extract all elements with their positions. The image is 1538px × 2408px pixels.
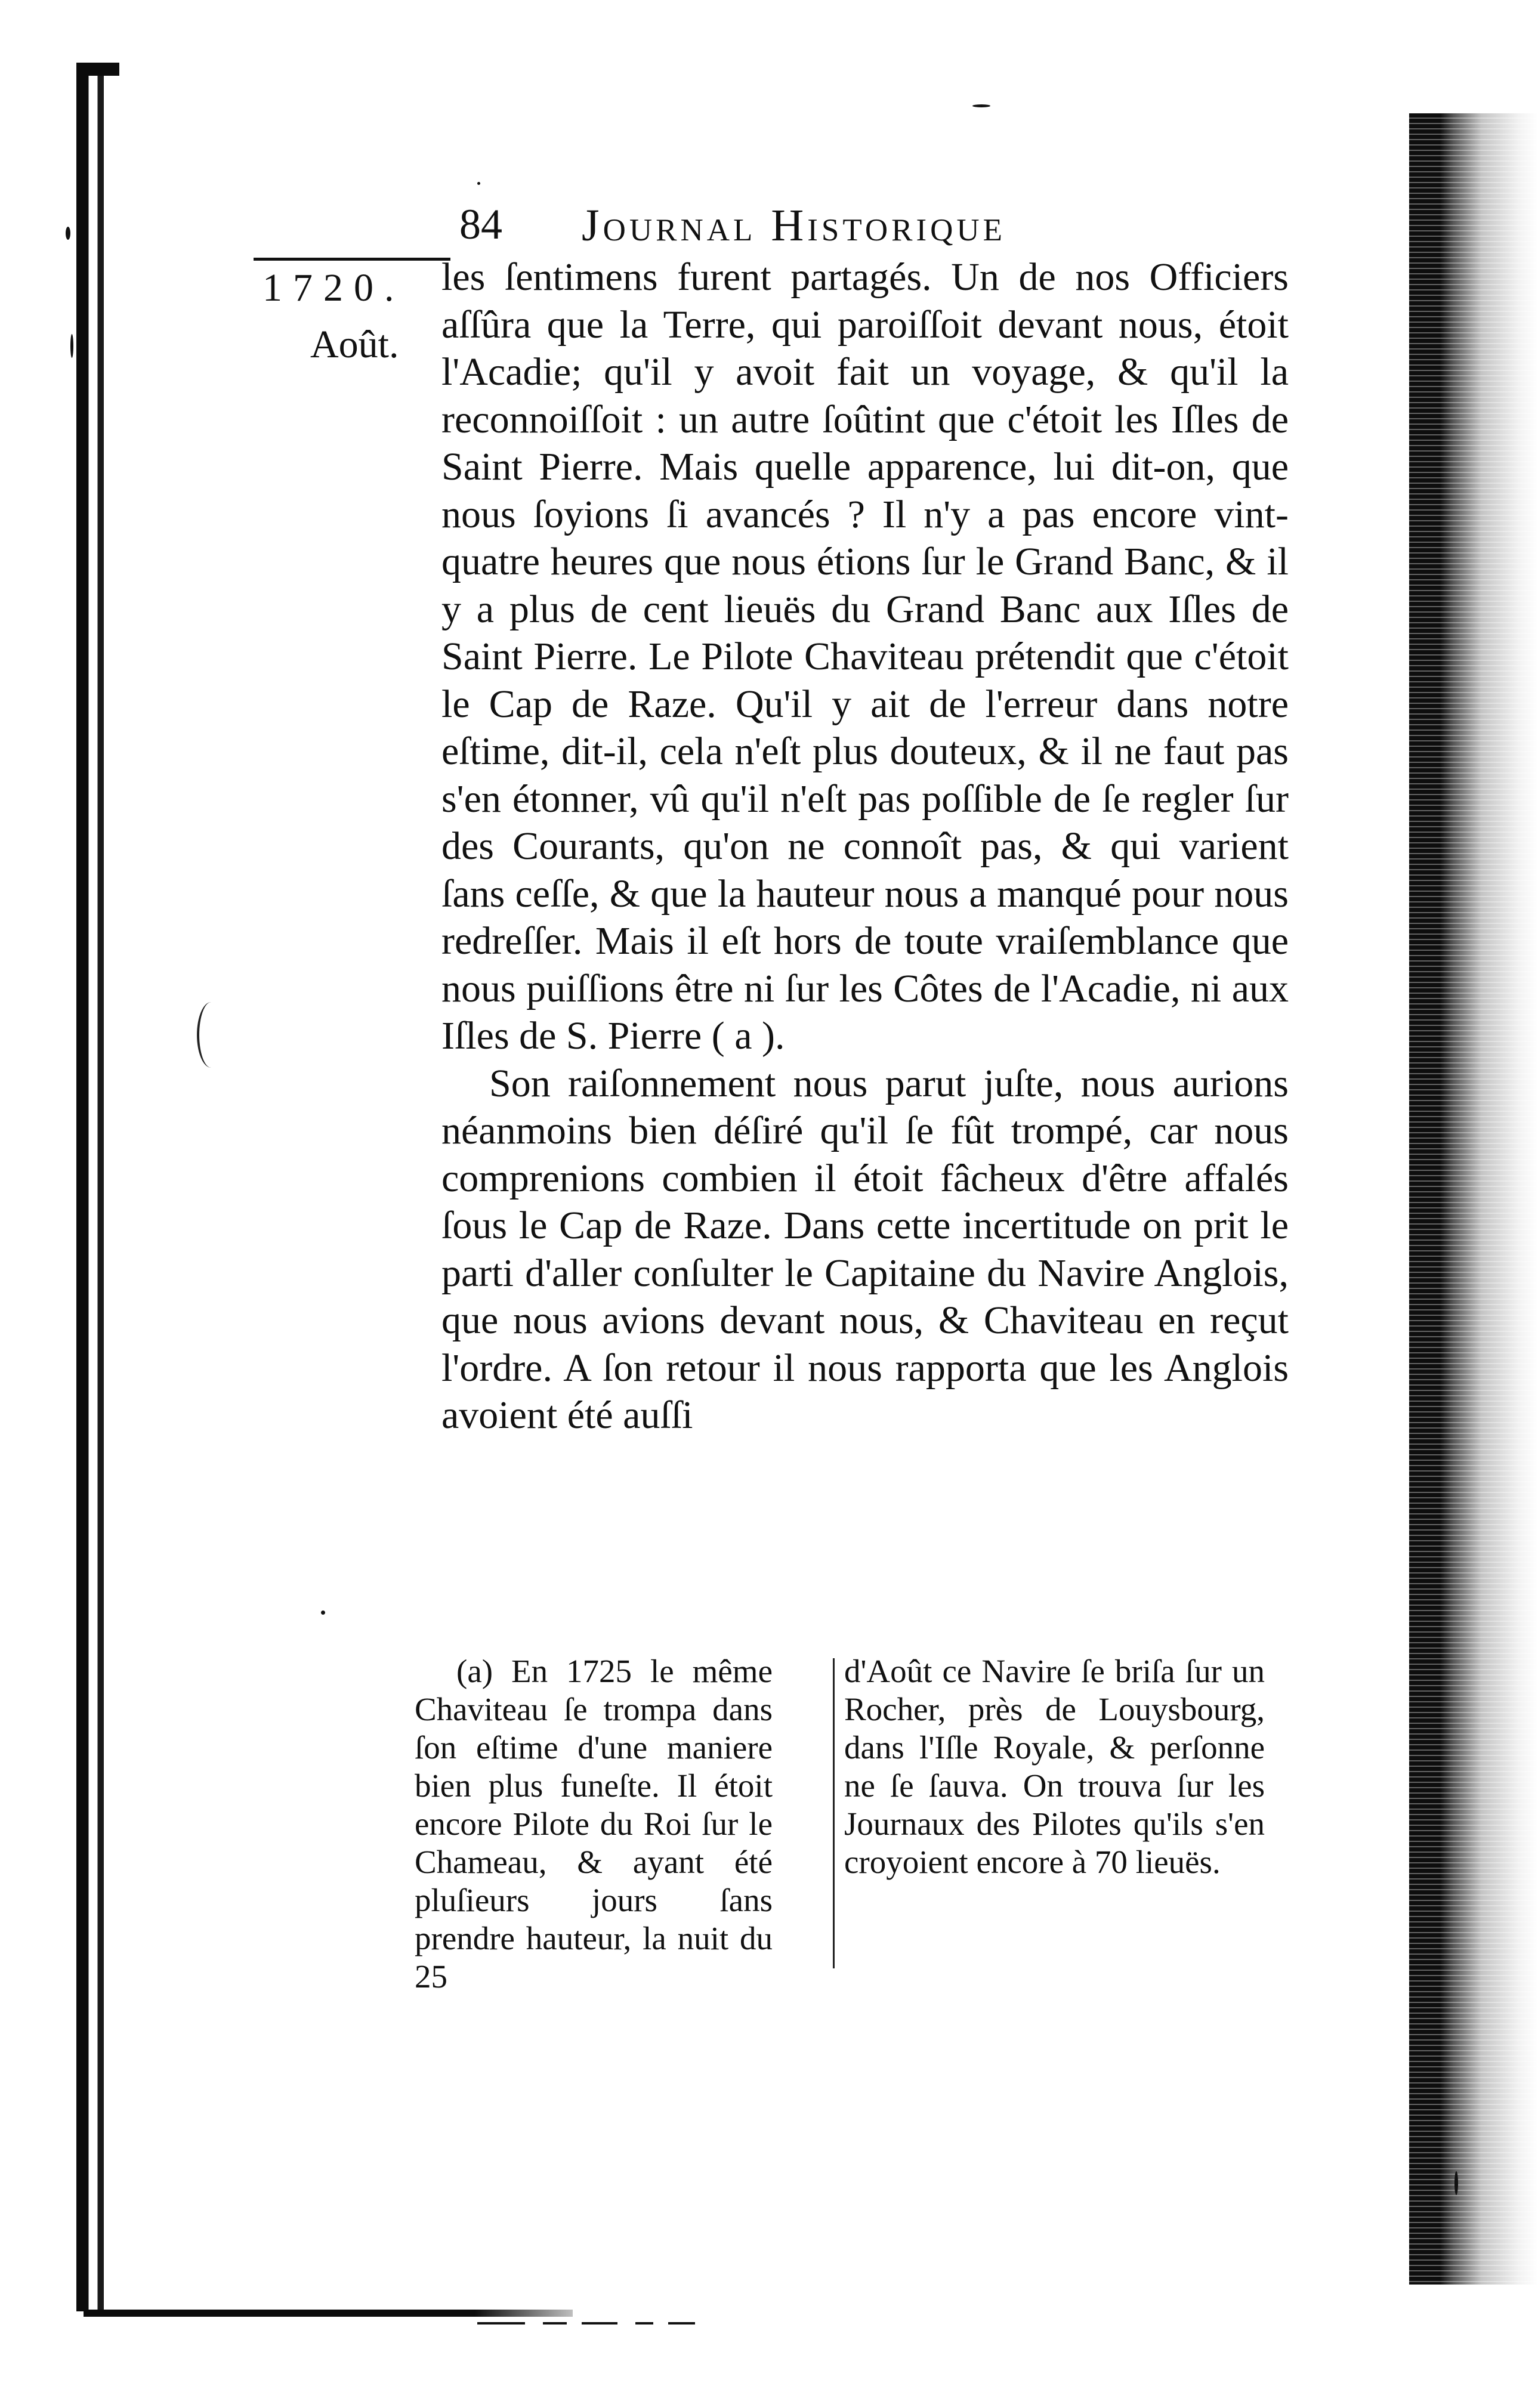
scan-speck [70, 334, 73, 358]
footnote-column-divider [833, 1658, 835, 1968]
footnote-left-column: (a) En 1725 le même Chaviteau ſe trompa dans ſon eſtime d'une maniere bien plus funeſte. Il étoit encore Pilote du Roi ſur le Chameau, & ayant été pluſieurs jours ſans prendre hauteur, la nuit du 25 [415, 1653, 773, 1995]
binding-edge-shadow [76, 63, 117, 2311]
margin-note-year: 1720. [262, 266, 405, 310]
page-edge-shadow [1409, 113, 1538, 2285]
scan-speck [1454, 2171, 1458, 2195]
margin-note-month: Août. [310, 323, 399, 366]
margin-bracket-mark [197, 1002, 226, 1068]
scan-speck [321, 1611, 325, 1615]
running-title: Journal Historique [582, 200, 1006, 251]
header-rule [254, 258, 450, 261]
scan-speck [477, 182, 480, 185]
main-text [441, 254, 1289, 1439]
bottom-scan-marks [477, 2311, 746, 2329]
scan-speck [66, 227, 70, 240]
binding-edge-top [78, 63, 119, 76]
footnote-right-column: d'Août ce Navire ſe briſa ſur un Rocher, près de Louysbourg, dans l'Iſle Royale, & perſonne ne ſe ſauva. On trouva ſur les Journaux des Pilotes qu'ils s'en croyoient encore à 70 lieuës. [844, 1653, 1265, 1880]
scan-speck [972, 104, 990, 107]
page-number: 84 [459, 200, 502, 248]
body-paragraph: Son raiſonnement nous parut juſte, nous aurions néanmoins bien déſiré qu'il ſe fût trompé, car nous comprenions combien il étoit fâcheux d'être affalés ſous le Cap de Raze. Dans cette incertitude on prit le parti d'aller conſulter le Capitaine du Navire Anglois, que nous avions devant nous, & Chaviteau en reçut l'ordre. A ſon retour il nous rapporta que les Anglois avoient été auſſi [441, 1061, 1289, 1437]
body-paragraph: les ſentimens furent partagés. Un de nos Officiers aſſûra que la Terre, qui paroiſſoit devant nous, étoit l'Acadie; qu'il y avoit fait un voyage, & qu'il la reconnoiſſoit : un autre ſoûtint que c'étoit les Iſles de Saint Pierre. Mais quelle apparence, lui dit-on, que nous ſoyions ſi avancés ? Il n'y a pas encore vint-quatre heures que nous étions ſur le Grand Banc, & il y a plus de cent lieuës du Grand Banc aux Iſles de Saint Pierre. Le Pilote Chaviteau prétendit que c'étoit le Cap de Raze. Qu'il y ait de l'erreur dans notre eſtime, dit-il, cela n'eſt plus douteux, & il ne faut pas s'en étonner, vû qu'il n'eſt pas poſſible de ſe regler ſur des Courants, qu'on ne connoît pas, & qui varient ſans ceſſe, & que la hauteur nous a manqué pour nous redreſſer. Mais il eſt hors de toute vraiſemblance que nous puiſſions être ni ſur les Côtes de l'Acadie, ni aux Iſles de S. Pierre ( a ). [441, 255, 1289, 1058]
